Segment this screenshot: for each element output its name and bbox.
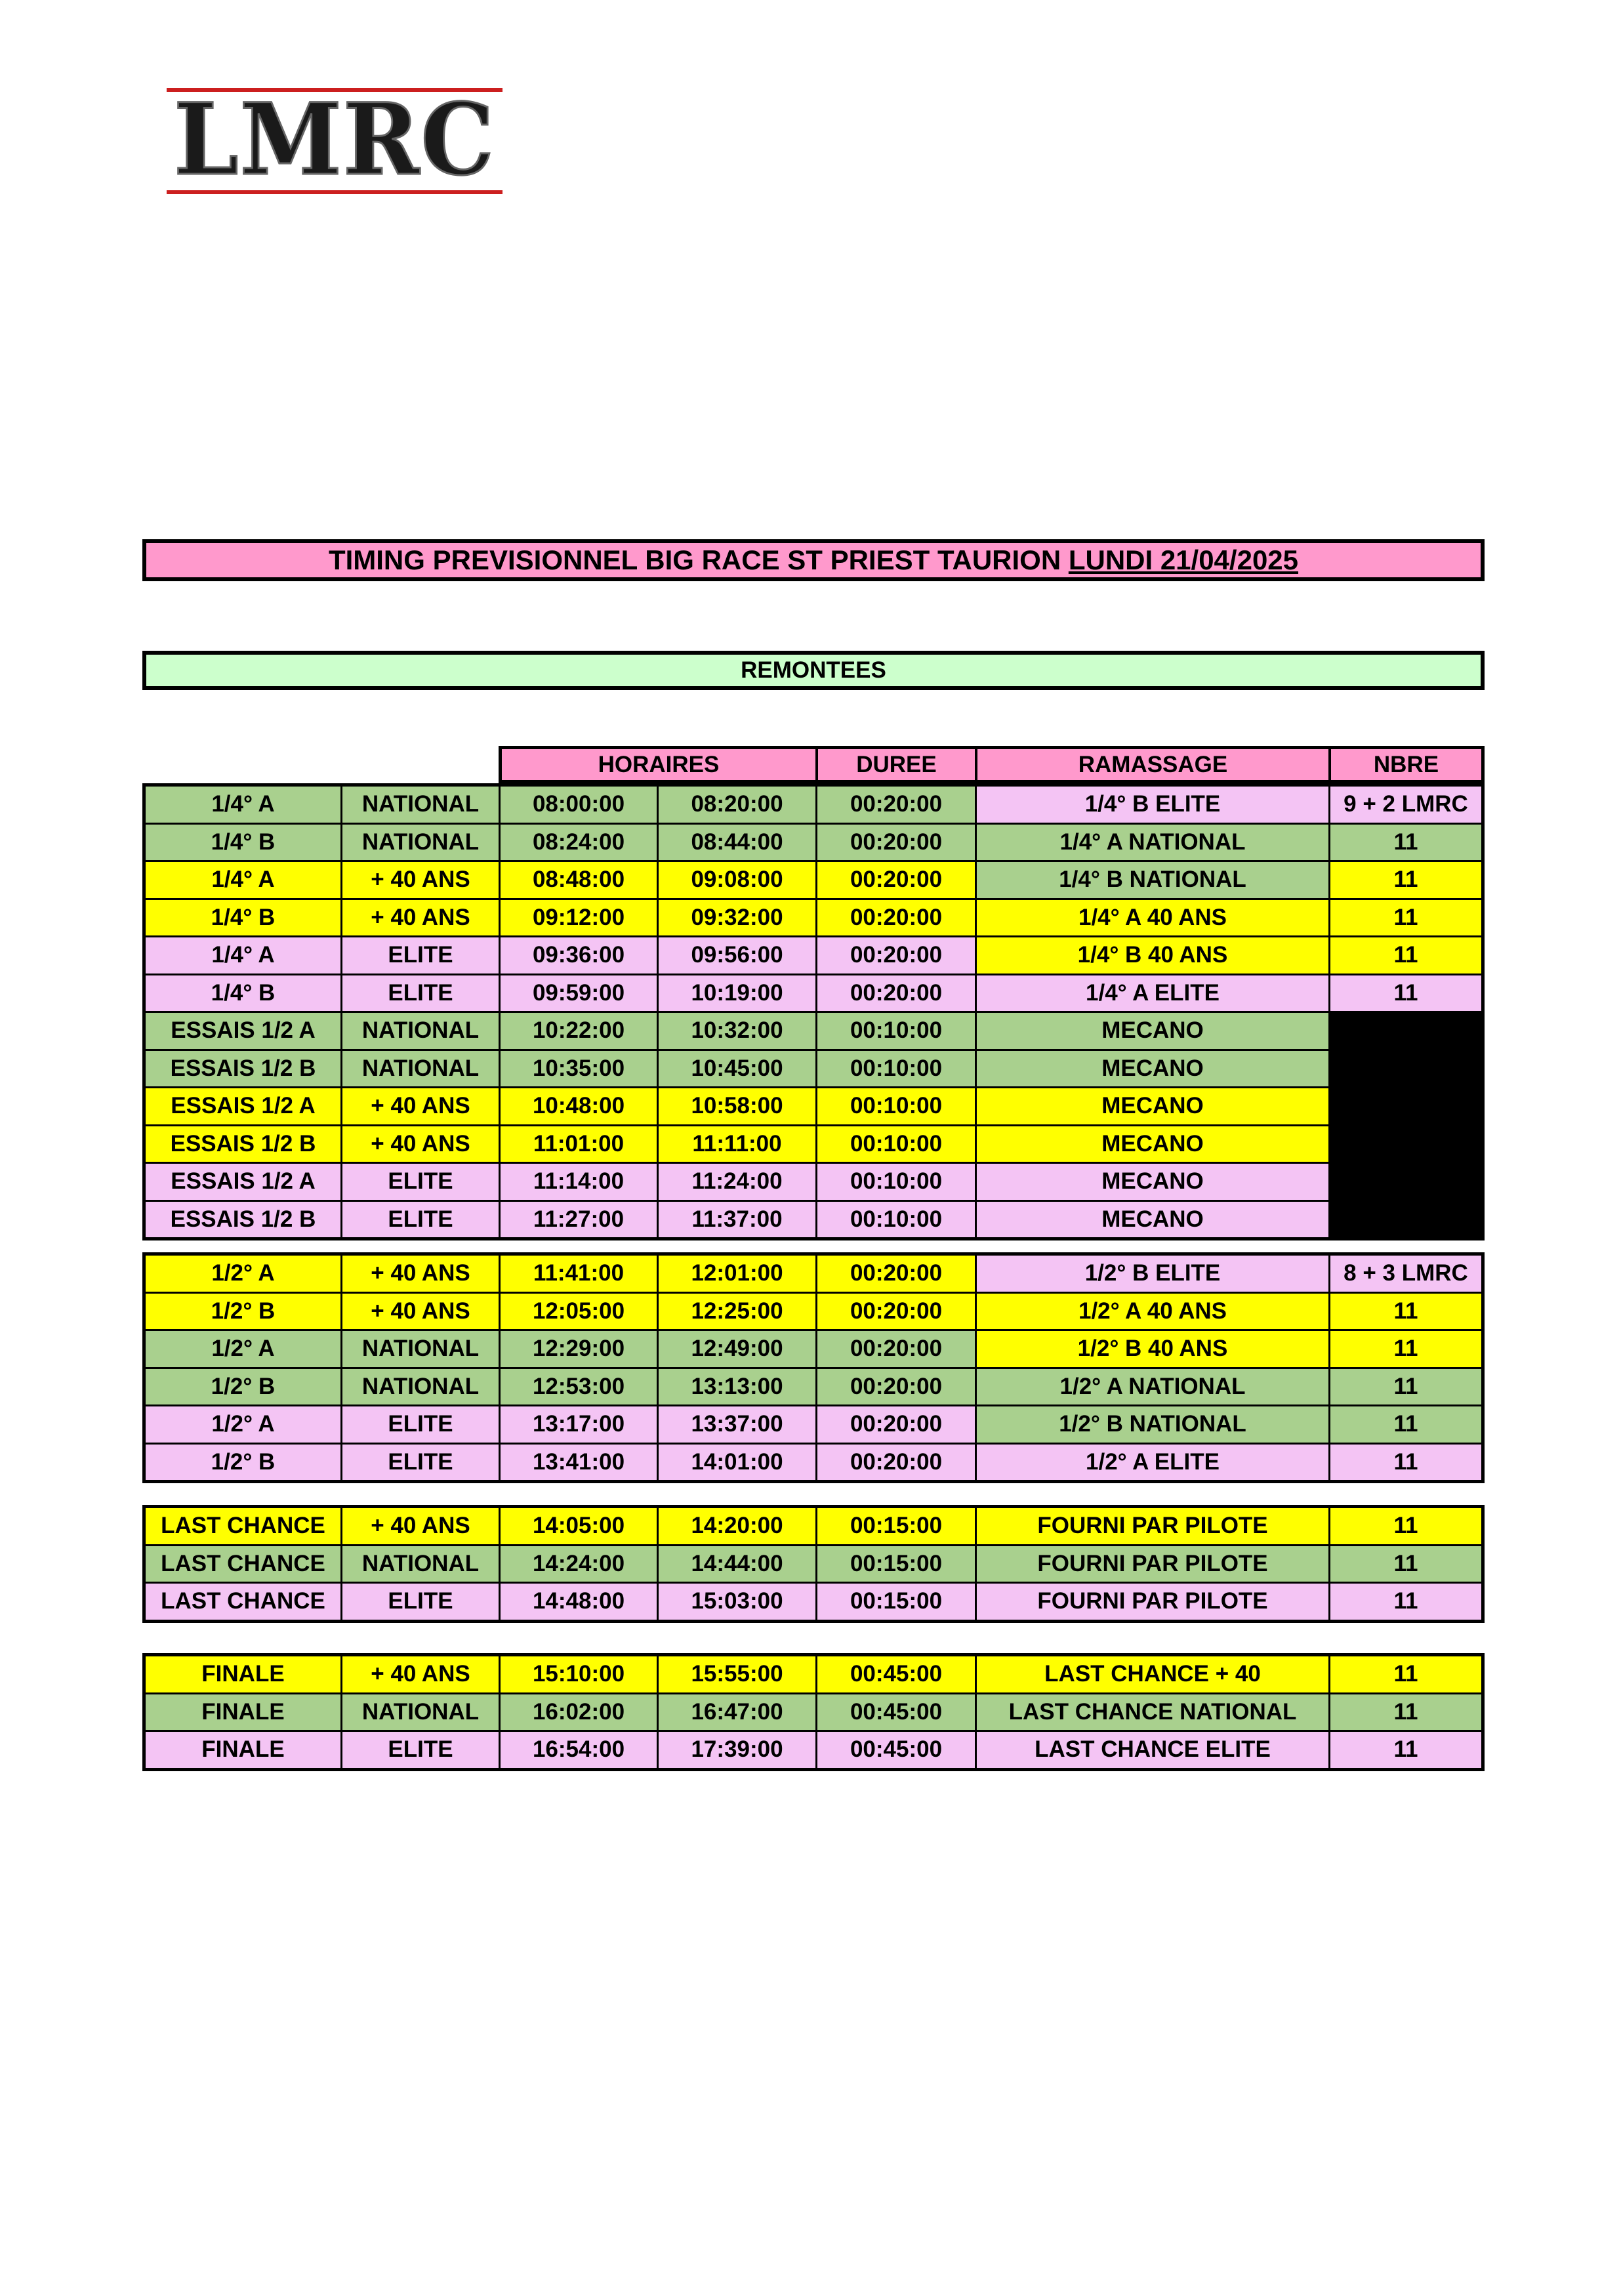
count-cell: 11 <box>1328 975 1481 1012</box>
duration-cell: 00:10:00 <box>815 1202 975 1238</box>
race-cell: FINALE <box>146 1694 340 1731</box>
race-cell: 1/2° A <box>146 1256 340 1292</box>
section-title: REMONTEES <box>142 651 1485 690</box>
logo-text: LMRC <box>174 85 495 197</box>
end-time-cell: 15:55:00 <box>657 1656 815 1692</box>
end-time-cell: 14:44:00 <box>657 1546 815 1582</box>
table-row <box>146 935 1481 974</box>
start-time-cell: 11:27:00 <box>499 1202 657 1238</box>
end-time-cell: 16:47:00 <box>657 1694 815 1731</box>
pickup-cell: 1/4° A NATIONAL <box>975 825 1328 861</box>
category-cell: NATIONAL <box>340 787 499 823</box>
duration-cell: 00:10:00 <box>815 1164 975 1200</box>
count-cell: 11 <box>1328 1294 1481 1330</box>
table-row <box>146 1329 1481 1367</box>
category-cell: + 40 ANS <box>340 1656 499 1692</box>
duration-cell: 00:20:00 <box>815 1331 975 1367</box>
duration-cell: 00:20:00 <box>815 900 975 936</box>
pickup-cell: 1/4° A ELITE <box>975 975 1328 1012</box>
race-cell: 1/2° A <box>146 1331 340 1367</box>
header-duree: DUREE <box>815 749 975 780</box>
count-cell: 11 <box>1328 1656 1481 1692</box>
category-cell: ELITE <box>340 1406 499 1443</box>
end-time-cell: 10:32:00 <box>657 1013 815 1049</box>
pickup-cell: 1/4° B ELITE <box>975 787 1328 823</box>
pickup-cell: 1/4° B NATIONAL <box>975 862 1328 898</box>
category-cell: NATIONAL <box>340 1694 499 1731</box>
table-row <box>146 1162 1481 1200</box>
count-cell: 11 <box>1328 1546 1481 1582</box>
start-time-cell: 12:29:00 <box>499 1331 657 1367</box>
page-title <box>142 539 1485 581</box>
end-time-cell: 09:56:00 <box>657 937 815 974</box>
race-cell: 1/2° B <box>146 1294 340 1330</box>
end-time-cell: 11:11:00 <box>657 1126 815 1162</box>
count-cell: 11 <box>1328 1694 1481 1731</box>
count-cell: 9 + 2 LMRC <box>1328 787 1481 823</box>
duration-cell: 00:20:00 <box>815 1294 975 1330</box>
race-cell: FINALE <box>146 1656 340 1692</box>
category-cell: + 40 ANS <box>340 1088 499 1124</box>
count-cell: 11 <box>1328 1584 1481 1620</box>
race-cell: LAST CHANCE <box>146 1546 340 1582</box>
title-date: LUNDI 21/04/2025 <box>1068 544 1299 575</box>
pickup-cell: MECANO <box>975 1202 1328 1238</box>
category-cell: + 40 ANS <box>340 1294 499 1330</box>
race-cell: ESSAIS 1/2 A <box>146 1088 340 1124</box>
race-cell: 1/2° A <box>146 1406 340 1443</box>
duration-cell: 00:15:00 <box>815 1584 975 1620</box>
race-cell: ESSAIS 1/2 B <box>146 1202 340 1238</box>
pickup-cell: MECANO <box>975 1013 1328 1049</box>
pickup-cell: MECANO <box>975 1051 1328 1087</box>
category-cell: + 40 ANS <box>340 1508 499 1544</box>
end-time-cell: 14:01:00 <box>657 1445 815 1481</box>
start-time-cell: 15:10:00 <box>499 1656 657 1692</box>
pickup-cell: FOURNI PAR PILOTE <box>975 1546 1328 1582</box>
end-time-cell: 11:37:00 <box>657 1202 815 1238</box>
count-cell: 8 + 3 LMRC <box>1328 1256 1481 1292</box>
race-cell: 1/4° B <box>146 900 340 936</box>
table-row <box>146 1508 1481 1544</box>
count-cell <box>1328 1164 1481 1200</box>
count-cell: 11 <box>1328 937 1481 974</box>
count-cell: 11 <box>1328 825 1481 861</box>
race-cell: ESSAIS 1/2 A <box>146 1164 340 1200</box>
start-time-cell: 10:35:00 <box>499 1051 657 1087</box>
start-time-cell: 16:02:00 <box>499 1694 657 1731</box>
end-time-cell: 13:13:00 <box>657 1369 815 1405</box>
end-time-cell: 08:20:00 <box>657 787 815 823</box>
category-cell: + 40 ANS <box>340 1256 499 1292</box>
duration-cell: 00:10:00 <box>815 1013 975 1049</box>
duration-cell: 00:45:00 <box>815 1694 975 1731</box>
race-cell: FINALE <box>146 1732 340 1768</box>
header-ramassage: RAMASSAGE <box>975 749 1328 780</box>
duration-cell: 00:45:00 <box>815 1732 975 1768</box>
pickup-cell: LAST CHANCE + 40 <box>975 1656 1328 1692</box>
count-cell: 11 <box>1328 900 1481 936</box>
category-cell: ELITE <box>340 1584 499 1620</box>
category-cell: ELITE <box>340 975 499 1012</box>
category-cell: NATIONAL <box>340 1369 499 1405</box>
category-cell: NATIONAL <box>340 825 499 861</box>
start-time-cell: 11:14:00 <box>499 1164 657 1200</box>
table-row <box>146 1256 1481 1292</box>
duration-cell: 00:20:00 <box>815 1406 975 1443</box>
category-cell: + 40 ANS <box>340 1126 499 1162</box>
table-row <box>146 1656 1481 1692</box>
start-time-cell: 10:22:00 <box>499 1013 657 1049</box>
category-cell: NATIONAL <box>340 1546 499 1582</box>
count-cell: 11 <box>1328 1732 1481 1768</box>
end-time-cell: 12:49:00 <box>657 1331 815 1367</box>
end-time-cell: 12:01:00 <box>657 1256 815 1292</box>
count-cell <box>1328 1126 1481 1162</box>
start-time-cell: 08:48:00 <box>499 862 657 898</box>
table-group-last-chance <box>142 1505 1485 1623</box>
start-time-cell: 14:48:00 <box>499 1584 657 1620</box>
race-cell: 1/4° B <box>146 975 340 1012</box>
pickup-cell: 1/4° B 40 ANS <box>975 937 1328 974</box>
pickup-cell: MECANO <box>975 1126 1328 1162</box>
start-time-cell: 13:17:00 <box>499 1406 657 1443</box>
count-cell <box>1328 1088 1481 1124</box>
start-time-cell: 16:54:00 <box>499 1732 657 1768</box>
duration-cell: 00:20:00 <box>815 787 975 823</box>
count-cell <box>1328 1013 1481 1049</box>
title-main: TIMING PREVISIONNEL BIG RACE ST PRIEST TAURION <box>328 544 1069 575</box>
category-cell: + 40 ANS <box>340 862 499 898</box>
count-cell <box>1328 1202 1481 1238</box>
race-cell: LAST CHANCE <box>146 1508 340 1544</box>
count-cell <box>1328 1051 1481 1087</box>
start-time-cell: 12:05:00 <box>499 1294 657 1330</box>
count-cell: 11 <box>1328 1406 1481 1443</box>
pickup-cell: MECANO <box>975 1088 1328 1124</box>
end-time-cell: 13:37:00 <box>657 1406 815 1443</box>
table-row <box>146 1086 1481 1124</box>
header-nbre: NBRE <box>1328 749 1481 780</box>
pickup-cell: 1/4° A 40 ANS <box>975 900 1328 936</box>
end-time-cell: 15:03:00 <box>657 1584 815 1620</box>
pickup-cell: 1/2° A 40 ANS <box>975 1294 1328 1330</box>
start-time-cell: 14:24:00 <box>499 1546 657 1582</box>
pickup-cell: FOURNI PAR PILOTE <box>975 1584 1328 1620</box>
race-cell: ESSAIS 1/2 A <box>146 1013 340 1049</box>
duration-cell: 00:15:00 <box>815 1546 975 1582</box>
duration-cell: 00:20:00 <box>815 825 975 861</box>
category-cell: ELITE <box>340 1732 499 1768</box>
duration-cell: 00:10:00 <box>815 1088 975 1124</box>
table-row <box>146 1049 1481 1087</box>
category-cell: ELITE <box>340 1445 499 1481</box>
count-cell: 11 <box>1328 1331 1481 1367</box>
duration-cell: 00:20:00 <box>815 937 975 974</box>
race-cell: LAST CHANCE <box>146 1584 340 1620</box>
category-cell: NATIONAL <box>340 1051 499 1087</box>
start-time-cell: 14:05:00 <box>499 1508 657 1544</box>
start-time-cell: 09:36:00 <box>499 937 657 974</box>
start-time-cell: 10:48:00 <box>499 1088 657 1124</box>
category-cell: ELITE <box>340 937 499 974</box>
category-cell: ELITE <box>340 1202 499 1238</box>
duration-cell: 00:10:00 <box>815 1126 975 1162</box>
start-time-cell: 08:24:00 <box>499 825 657 861</box>
table-row <box>146 1544 1481 1582</box>
category-cell: + 40 ANS <box>340 900 499 936</box>
duration-cell: 00:20:00 <box>815 862 975 898</box>
count-cell: 11 <box>1328 1369 1481 1405</box>
table-row <box>146 898 1481 936</box>
table-row <box>146 1730 1481 1768</box>
start-time-cell: 11:41:00 <box>499 1256 657 1292</box>
race-cell: 1/2° B <box>146 1445 340 1481</box>
count-cell: 11 <box>1328 1508 1481 1544</box>
race-cell: 1/4° A <box>146 787 340 823</box>
table-row <box>146 1124 1481 1162</box>
table-row <box>146 860 1481 898</box>
start-time-cell: 09:12:00 <box>499 900 657 936</box>
category-cell: ELITE <box>340 1164 499 1200</box>
end-time-cell: 10:58:00 <box>657 1088 815 1124</box>
table-row <box>146 1692 1481 1731</box>
pickup-cell: 1/2° B ELITE <box>975 1256 1328 1292</box>
end-time-cell: 11:24:00 <box>657 1164 815 1200</box>
duration-cell: 00:45:00 <box>815 1656 975 1692</box>
table-row <box>146 1367 1481 1405</box>
pickup-cell: FOURNI PAR PILOTE <box>975 1508 1328 1544</box>
table-row <box>146 1200 1481 1238</box>
start-time-cell: 11:01:00 <box>499 1126 657 1162</box>
table-group-finals <box>142 1653 1485 1771</box>
duration-cell: 00:20:00 <box>815 1445 975 1481</box>
count-cell: 11 <box>1328 862 1481 898</box>
race-cell: ESSAIS 1/2 B <box>146 1126 340 1162</box>
pickup-cell: MECANO <box>975 1164 1328 1200</box>
race-cell: 1/4° A <box>146 937 340 974</box>
table-row <box>146 787 1481 823</box>
pickup-cell: LAST CHANCE NATIONAL <box>975 1694 1328 1731</box>
pickup-cell: 1/2° B NATIONAL <box>975 1406 1328 1443</box>
pickup-cell: 1/2° B 40 ANS <box>975 1331 1328 1367</box>
end-time-cell: 09:08:00 <box>657 862 815 898</box>
duration-cell: 00:15:00 <box>815 1508 975 1544</box>
race-cell: 1/4° A <box>146 862 340 898</box>
end-time-cell: 14:20:00 <box>657 1508 815 1544</box>
end-time-cell: 17:39:00 <box>657 1732 815 1768</box>
start-time-cell: 08:00:00 <box>499 787 657 823</box>
table-group-quarter-finals <box>142 783 1485 1240</box>
pickup-cell: LAST CHANCE ELITE <box>975 1732 1328 1768</box>
pickup-cell: 1/2° A ELITE <box>975 1445 1328 1481</box>
start-time-cell: 13:41:00 <box>499 1445 657 1481</box>
table-row <box>146 1582 1481 1620</box>
table-row <box>146 823 1481 861</box>
table-row <box>146 1292 1481 1330</box>
duration-cell: 00:20:00 <box>815 1256 975 1292</box>
end-time-cell: 10:19:00 <box>657 975 815 1012</box>
end-time-cell: 08:44:00 <box>657 825 815 861</box>
race-cell: ESSAIS 1/2 B <box>146 1051 340 1087</box>
category-cell: NATIONAL <box>340 1331 499 1367</box>
end-time-cell: 12:25:00 <box>657 1294 815 1330</box>
duration-cell: 00:10:00 <box>815 1051 975 1087</box>
race-cell: 1/2° B <box>146 1369 340 1405</box>
duration-cell: 00:20:00 <box>815 1369 975 1405</box>
table-row <box>146 1011 1481 1049</box>
start-time-cell: 09:59:00 <box>499 975 657 1012</box>
start-time-cell: 12:53:00 <box>499 1369 657 1405</box>
category-cell: NATIONAL <box>340 1013 499 1049</box>
pickup-cell: 1/2° A NATIONAL <box>975 1369 1328 1405</box>
header-horaires: HORAIRES <box>598 751 720 777</box>
count-cell: 11 <box>1328 1445 1481 1481</box>
table-header <box>499 746 1485 783</box>
end-time-cell: 09:32:00 <box>657 900 815 936</box>
table-row <box>146 1404 1481 1443</box>
end-time-cell: 10:45:00 <box>657 1051 815 1087</box>
duration-cell: 00:20:00 <box>815 975 975 1012</box>
table-row <box>146 1443 1481 1481</box>
table-group-semi-finals <box>142 1252 1485 1483</box>
race-cell: 1/4° B <box>146 825 340 861</box>
table-row <box>146 974 1481 1012</box>
lmrc-logo <box>167 85 503 197</box>
